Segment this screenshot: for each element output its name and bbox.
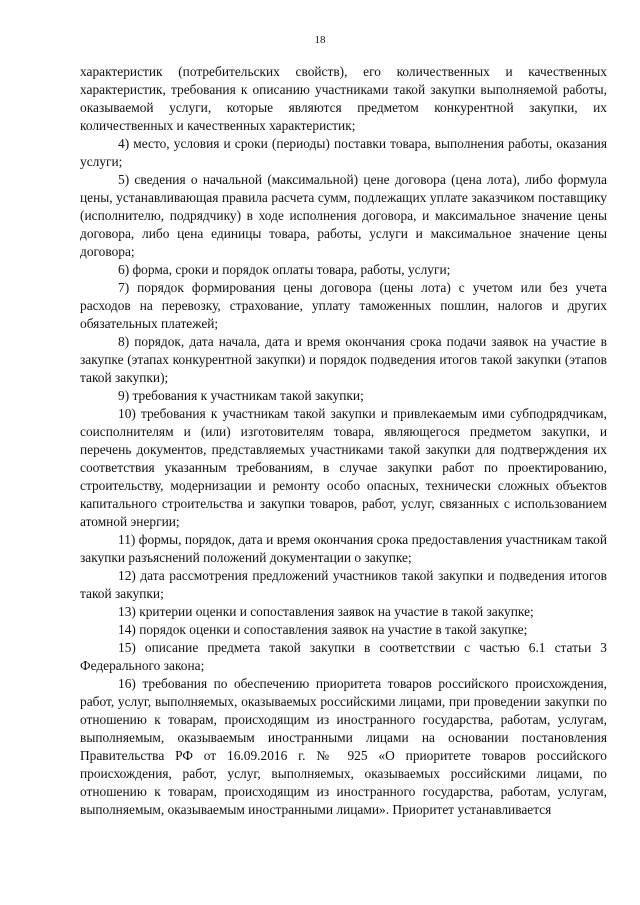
paragraph: 13) критерии оценки и сопоставления заявок на участие в такой закупке; [118, 604, 534, 619]
paragraph: 5) сведения о начальной (максимальной) цене договора (цена лота), либо формула цены, устанавливающая правила расчета сумм, подлежащих уплате заказчиком поставщику (исполнителю, подрядчику) в ходе исполнения договора, и максимальное значение цены договора, либо цена единицы товара, работы, услуги и максимальное значение цены договора; [80, 172, 607, 259]
paragraph: 11) формы, порядок, дата и время окончания срока предоставления участникам такой закупки разъяснений положений документации о закупке; [80, 532, 607, 565]
paragraph: 16) требования по обеспечению приоритета товаров российского происхождения, работ, услуг, выполняемых, оказываемых российскими лицами, при проведении закупки по отношению к товарам, происходящим из иностранного государства, работам, услугам, выполняемым, оказываемым иностранными лицами на основании постановления Правительства РФ от 16.09.2016 г. № 925 «О приоритете товаров российского происхождения, работ, услуг, выполняемых, оказываемых российскими лицами, по отношению к товарам, происходящим из иностранного государства, работам, услугам, выполняемым, оказываемым иностранными лицами». Приоритет устанавливается [80, 676, 607, 817]
paragraph: 6) форма, сроки и порядок оплаты товара, работы, услуги; [118, 262, 451, 277]
paragraph: 12) дата рассмотрения предложений участников такой закупки и подведения итогов такой закупки; [80, 568, 607, 601]
paragraph: 10) требования к участникам такой закупки и привлекаемым ими субподрядчикам, соисполнителям и (или) изготовителям товара, являющегося предметом закупки, и перечень документов, представляемых участниками такой закупки для подтверждения их соответствия указанным требованиям, в случае закупки работ по проектированию, строительству, модернизации и ремонту особо опасных, технически сложных объектов капитального строительства и закупки товаров, работ, услуг, связанных с использованием атомной энергии; [80, 406, 607, 529]
paragraph: 14) порядок оценки и сопоставления заявок на участие в такой закупке; [118, 622, 528, 637]
paragraph: 15) описание предмета такой закупки в соответствии с частью 6.1 статьи 3 Федерального закона; [80, 640, 607, 673]
page-number: 18 [314, 34, 326, 46]
paragraph: 8) порядок, дата начала, дата и время окончания срока подачи заявок на участие в закупке (этапах конкурентной закупки) и порядок подведения итогов такой закупки (этапов такой закупки); [80, 334, 607, 385]
paragraph: характеристик (потребительских свойств), его количественных и качественных характеристик, требования к описанию участниками такой закупки выполняемой работы, оказываемой услуги, которые являются предметом конкурентной закупки, их количественных и качественных характеристик; [80, 64, 607, 133]
paragraph: 9) требования к участникам такой закупки; [118, 388, 364, 403]
paragraph: 7) порядок формирования цены договора (цены лота) с учетом или без учета расходов на перевозку, страхование, уплату таможенных пошлин, налогов и других обязательных платежей; [80, 280, 607, 331]
paragraph: 4) место, условия и сроки (периоды) поставки товара, выполнения работы, оказания услуги; [80, 136, 607, 169]
body-text [80, 63, 607, 819]
